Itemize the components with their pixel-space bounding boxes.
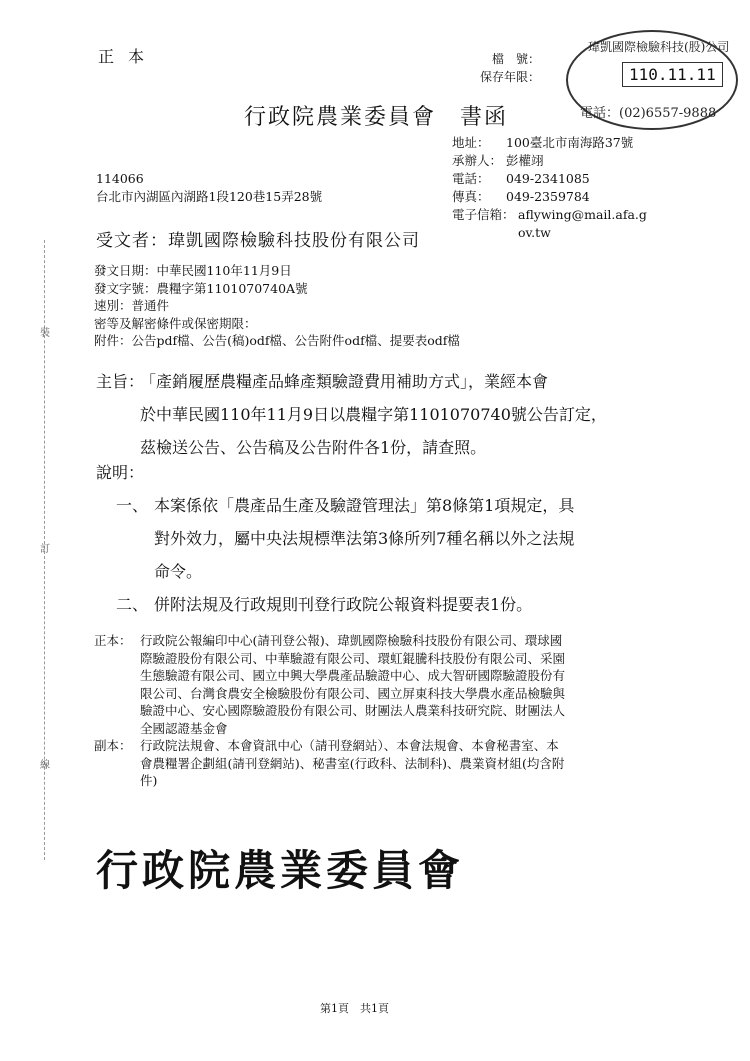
stamp-date: 110.11.11 [622, 62, 723, 87]
sender-phone: 電話： 049-2341085 [452, 171, 590, 186]
sender-info [452, 134, 648, 242]
binding-mark: 訂 [40, 544, 50, 555]
sender-fax: 傳真： 049-2359784 [452, 189, 590, 204]
copy-type-label: 正本 [98, 47, 159, 66]
recipient-name: 瑋凱國際檢驗科技股份有限公司 [168, 231, 420, 251]
subject-line: 「產銷履歷農糧產品蜂產類驗證費用補助方式」，業經本會 [140, 372, 549, 391]
addressee-block [96, 170, 322, 206]
sender-email: 電子信箱： aflywing@mail.afa.gov.tw [452, 207, 647, 240]
recipient-label: 受文者： [96, 231, 168, 251]
postal-code: 114066 [96, 171, 144, 186]
receipt-stamp [566, 30, 738, 130]
meta-attachments: 附件： 公告pdf檔、公告(稿)odf檔、公告附件odf檔、提要表odf檔 [94, 333, 460, 348]
meta-date: 發文日期： 中華民國110年11月9日 [94, 263, 292, 278]
explanation-section [96, 456, 574, 621]
sender-address: 地址： 100臺北市南海路37號 [452, 135, 634, 150]
recipient [96, 226, 420, 251]
meta-secrecy: 密等及解密條件或保密期限： [94, 315, 257, 331]
stamp-company-text: 瑋凱國際檢驗科技(股)公司 [588, 40, 730, 54]
file-info [470, 50, 540, 86]
document-meta [94, 262, 460, 350]
retention-label: 保存年限： [479, 70, 540, 84]
explanation-label: 說明： [96, 463, 145, 482]
sender-handler: 承辦人： 彭權翊 [452, 153, 544, 168]
explanation-item: 二、 併附法規及行政規則刊登行政院公報資料提要表1份。 [115, 595, 533, 614]
subject-section [96, 365, 607, 464]
explanation-item: 一、 本案係依「農產品生產及驗證管理法」第8條第1項規定，具 [115, 496, 575, 515]
stamp-phone-text: 電話：(02)6557-9888 [580, 106, 717, 121]
council-seal-text: 行政院農業委員會 [96, 846, 465, 895]
subject-line: 茲檢送公告、公告稿及公告附件各1份，請查照。 [140, 438, 487, 457]
addressee-address: 台北市內湖區內湖路1段120巷15弄28號 [96, 189, 323, 204]
distribution-section: 正本： 行政院公報編印中心(請刊登公報)、瑋凱國際檢驗科技股份有限公司、環球國 際驗證股份有限公司、中華驗證有限公司、環虹錕騰科技股份有限公司、采園 生態驗證有限公司、國立中興大學農產品驗證中心、成大智研國際驗證股份有 限公司、台灣食農安全檢驗股份有限公司、國立屏東科技大學農水產品檢驗與 驗證中心、安心國際驗證股份有限公司、財團法人農業科技研究院、財團法人 全國認證基金會 副本： 行政院法規會、本會資訊中心（請刊登網站）、本會法規會、本會秘書室、本 會農糧署企劃組(請刊登網站)、秘書室(行政科、法制科)、農業資材組(均含附 件) [94, 633, 566, 788]
original-recipients: 正本： 行政院公報編印中心(請刊登公報)、瑋凱國際檢驗科技股份有限公司、環球國 [94, 633, 563, 648]
subject-label: 主旨： [96, 372, 145, 391]
file-number-label: 檔 號： [491, 52, 540, 66]
explanation-line: 對外效力，屬中央法規標準法第3條所列7種名稱以外之法規 [154, 529, 575, 548]
explanation-line: 命令。 [154, 562, 203, 581]
page-number: 第1頁 共1頁 [320, 1002, 389, 1015]
copy-recipients: 副本： 行政院法規會、本會資訊中心（請刊登網站）、本會法規會、本會秘書室、本 [94, 738, 559, 753]
binding-mark: 線 [40, 760, 50, 771]
meta-speed: 速別： 普通件 [94, 298, 170, 313]
meta-doc-number: 發文字號： 農糧字第1101070740A號 [94, 280, 308, 296]
binding-mark: 裝 [40, 328, 50, 339]
subject-line: 於中華民國110年11月9日以農糧字第1101070740號公告訂定， [140, 405, 607, 424]
document-title: 行政院農業委員會 書函 [244, 105, 509, 130]
